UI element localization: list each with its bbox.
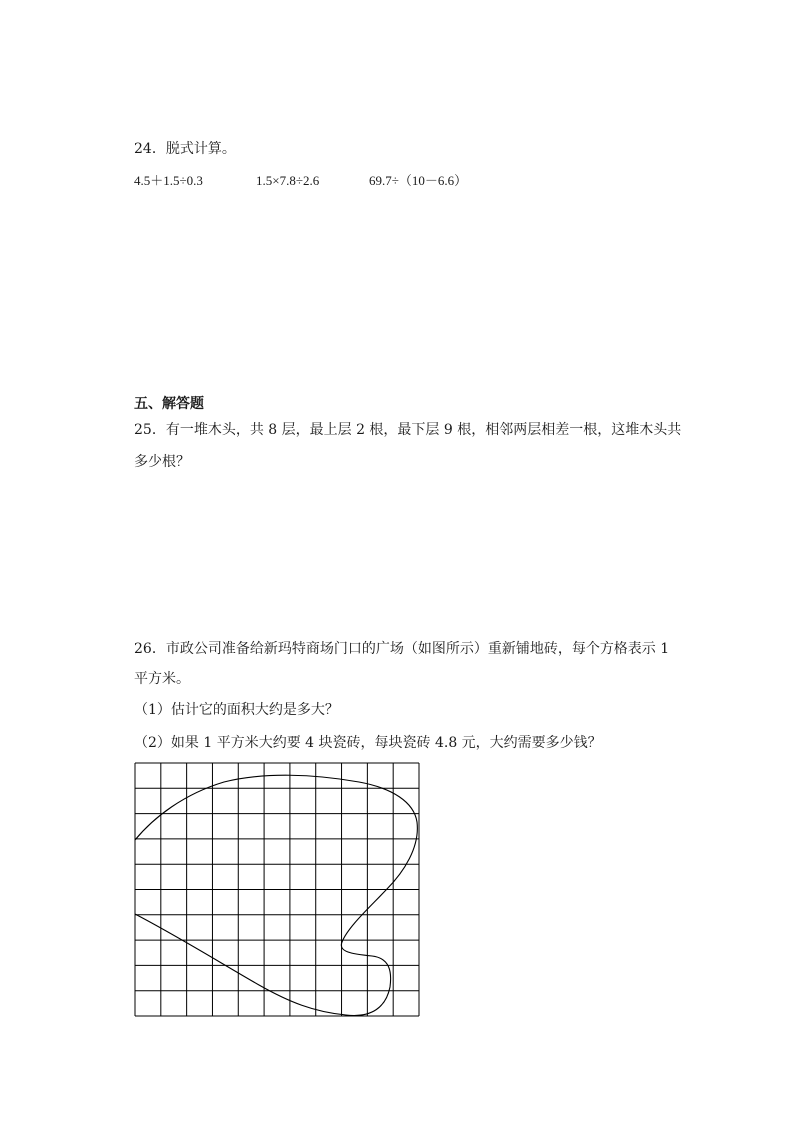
question-26-sub-2: （2）如果 1 平方米大约要 4 块瓷砖，每块瓷砖 4.8 元，大约需要多少钱？ [134, 735, 602, 751]
plaza-outline [135, 775, 417, 1015]
question-25-line-2: 多少根？ [134, 454, 190, 470]
expression-2: 1.5×7.8÷2.6 [256, 173, 320, 188]
grid-figure [134, 762, 420, 1018]
question-25-line-1: 25．有一堆木头，共 8 层，最上层 2 根，最下层 9 根，相邻两层相差一根，这堆木头共 [134, 422, 682, 438]
square-grid [135, 763, 419, 1016]
question-24-title: 24．脱式计算。 [134, 141, 236, 157]
question-26-line-1: 26．市政公司准备给新玛特商场门口的广场（如图所示）重新铺地砖，每个方格表示 1 [134, 641, 670, 657]
expression-3: 69.7÷（10－6.6） [369, 173, 468, 188]
section-heading: 五、解答题 [134, 396, 204, 412]
question-26-sub-1: （1）估计它的面积大约是多大？ [134, 702, 339, 718]
question-26-line-2: 平方米。 [134, 671, 190, 687]
expression-1: 4.5＋1.5÷0.3 [134, 173, 203, 188]
